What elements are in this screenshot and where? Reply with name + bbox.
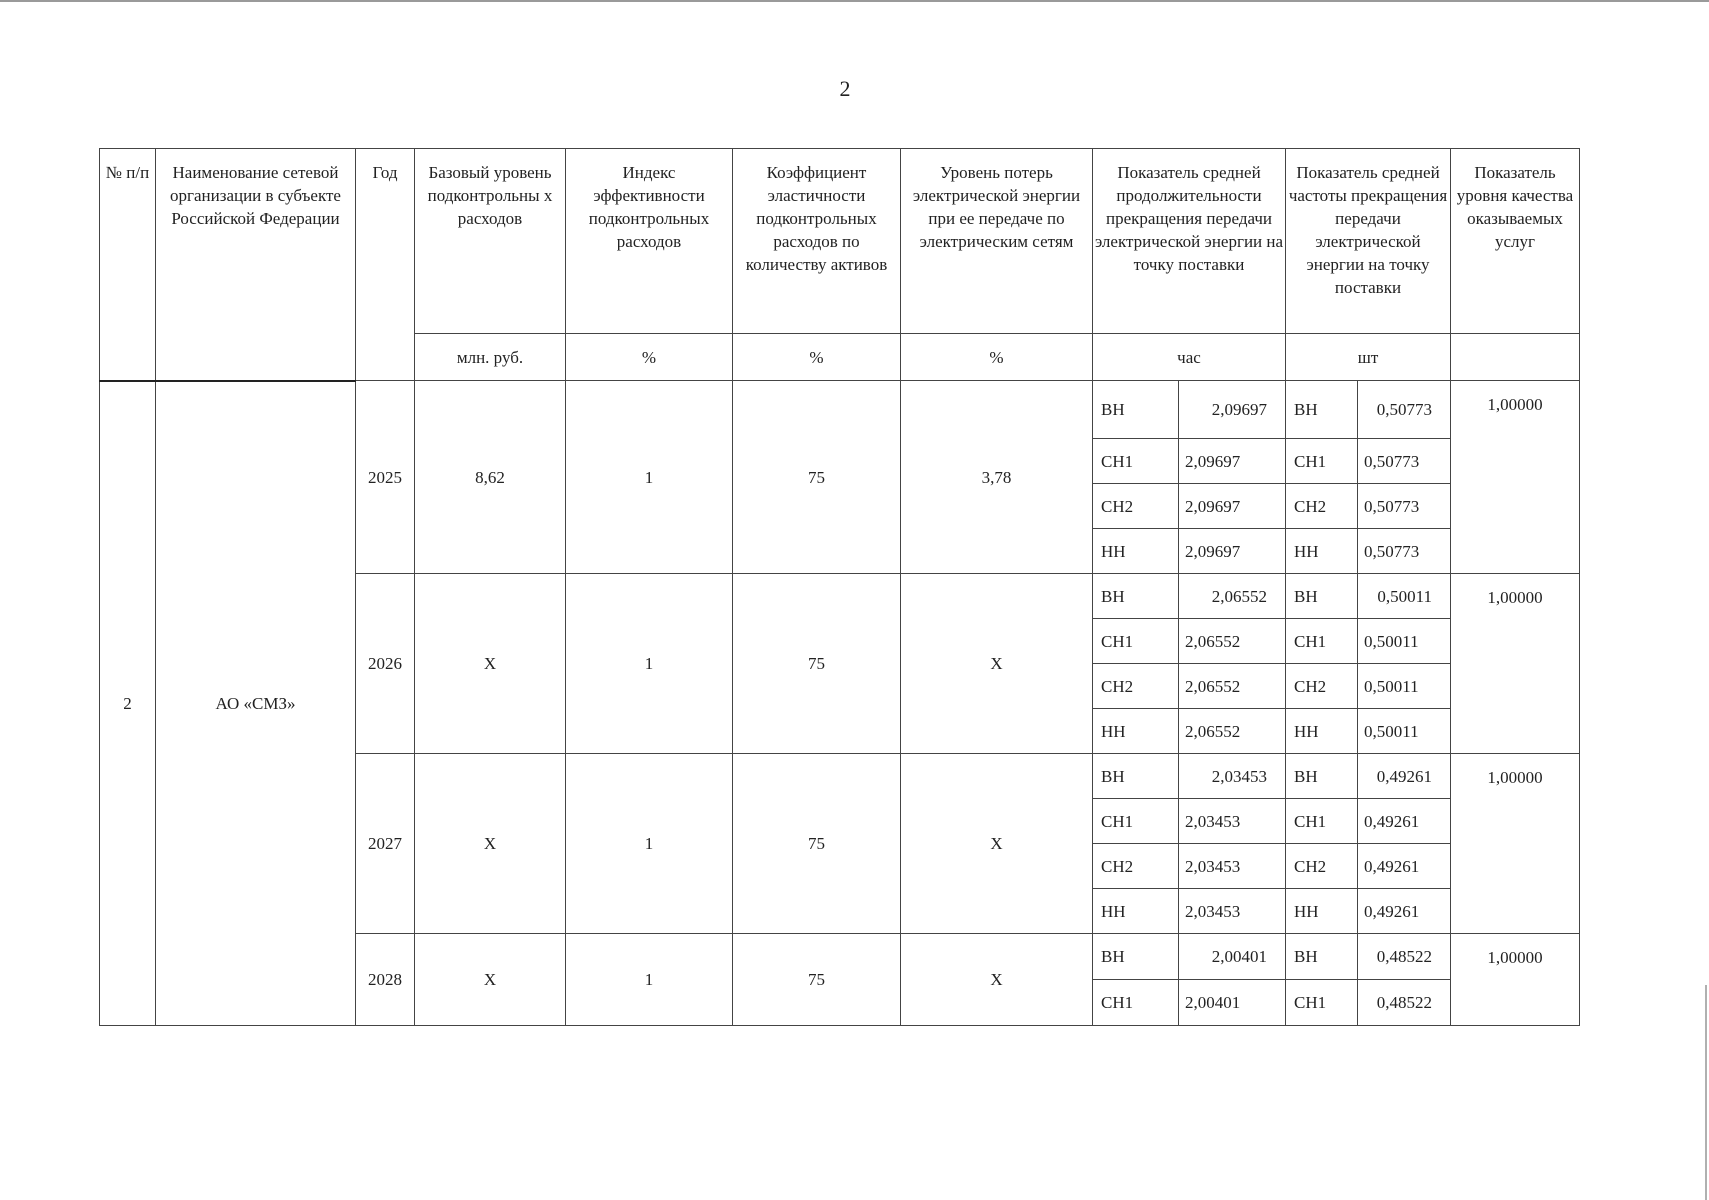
- freq-level: СН2: [1286, 844, 1358, 889]
- base-cell: X: [415, 574, 566, 754]
- dur-value: 2,00401: [1179, 934, 1286, 980]
- freq-value: 0,50773: [1358, 484, 1451, 529]
- quality-cell: 1,00000: [1451, 574, 1580, 754]
- dur-level: СН1: [1093, 619, 1179, 664]
- dur-level: ВН: [1093, 754, 1179, 799]
- unit-loss: %: [901, 334, 1093, 381]
- header-elasticity: Коэффициент эластичности подконтрольных расходов по количеству активов: [733, 149, 901, 334]
- elast-cell: 75: [733, 934, 901, 1026]
- eff-cell: 1: [566, 754, 733, 934]
- freq-level: СН1: [1286, 619, 1358, 664]
- freq-value: 0,50011: [1358, 619, 1451, 664]
- dur-level: НН: [1093, 529, 1179, 574]
- freq-level: ВН: [1286, 574, 1358, 619]
- header-num: № п/п: [100, 149, 156, 381]
- freq-value: 0,50011: [1358, 709, 1451, 754]
- freq-level: СН2: [1286, 664, 1358, 709]
- elast-cell: 75: [733, 574, 901, 754]
- unit-quality: [1451, 334, 1580, 381]
- freq-value: 0,50011: [1358, 664, 1451, 709]
- dur-level: СН2: [1093, 484, 1179, 529]
- unit-base: млн. руб.: [415, 334, 566, 381]
- elast-cell: 75: [733, 754, 901, 934]
- org-num: 2: [100, 381, 156, 1026]
- table-body: [100, 381, 1580, 1026]
- dur-level: СН1: [1093, 439, 1179, 484]
- freq-value: 0,49261: [1358, 844, 1451, 889]
- dur-level: СН1: [1093, 799, 1179, 844]
- header-duration: Показатель средней продолжительности прекращения передачи электрической энергии на точку поставки: [1093, 149, 1286, 334]
- org-name: АО «СМЗ»: [156, 381, 356, 1026]
- dur-level: НН: [1093, 709, 1179, 754]
- freq-value: 0,50773: [1358, 439, 1451, 484]
- header-frequency: Показатель средней частоты прекращения передачи электрической энергии на точку поставки: [1286, 149, 1451, 334]
- header-efficiency-index: Индекс эффективности подконтрольных расходов: [566, 149, 733, 334]
- base-cell: X: [415, 754, 566, 934]
- dur-value: 2,03453: [1179, 889, 1286, 934]
- year-cell: 2025: [356, 381, 415, 574]
- page-number: 2: [839, 76, 851, 101]
- freq-level: НН: [1286, 529, 1358, 574]
- quality-cell: 1,00000: [1451, 934, 1580, 1026]
- page-top-border: [0, 0, 1709, 2]
- elast-cell: 75: [733, 381, 901, 574]
- dur-value: 2,03453: [1179, 799, 1286, 844]
- year-cell: 2028: [356, 934, 415, 1026]
- unit-duration: час: [1093, 334, 1286, 381]
- dur-level: ВН: [1093, 381, 1179, 439]
- base-cell: X: [415, 934, 566, 1026]
- header-base-level: Базовый уровень подконтрольны х расходов: [415, 149, 566, 334]
- dur-value: 2,06552: [1179, 709, 1286, 754]
- header-loss-level: Уровень потерь электрической энергии при ее передаче по электрическим сетям: [901, 149, 1093, 334]
- dur-level: СН1: [1093, 980, 1179, 1026]
- dur-level: СН2: [1093, 664, 1179, 709]
- dur-level: ВН: [1093, 934, 1179, 980]
- year-cell: 2026: [356, 574, 415, 754]
- dur-value: 2,06552: [1179, 619, 1286, 664]
- loss-cell: X: [901, 934, 1093, 1026]
- freq-level: СН1: [1286, 799, 1358, 844]
- eff-cell: 1: [566, 574, 733, 754]
- header-year: Год: [356, 149, 415, 381]
- freq-value: 0,50773: [1358, 529, 1451, 574]
- loss-cell: X: [901, 574, 1093, 754]
- dur-level: ВН: [1093, 574, 1179, 619]
- dur-value: 2,03453: [1179, 844, 1286, 889]
- freq-level: НН: [1286, 889, 1358, 934]
- freq-value: 0,49261: [1358, 889, 1451, 934]
- dur-value: 2,09697: [1179, 439, 1286, 484]
- freq-level: НН: [1286, 709, 1358, 754]
- freq-value: 0,48522: [1358, 934, 1451, 980]
- year-cell: 2027: [356, 754, 415, 934]
- dur-value: 2,09697: [1179, 484, 1286, 529]
- header-org-name: Наименование сетевой организации в субъекте Российской Федерации: [156, 149, 356, 381]
- freq-value: 0,50011: [1358, 574, 1451, 619]
- header-quality: Показатель уровня качества оказываемых услуг: [1451, 149, 1580, 334]
- eff-cell: 1: [566, 381, 733, 574]
- eff-cell: 1: [566, 934, 733, 1026]
- dur-level: НН: [1093, 889, 1179, 934]
- dur-value: 2,03453: [1179, 754, 1286, 799]
- freq-level: ВН: [1286, 381, 1358, 439]
- quality-cell: 1,00000: [1451, 754, 1580, 934]
- dur-value: 2,09697: [1179, 529, 1286, 574]
- dur-value: 2,06552: [1179, 664, 1286, 709]
- freq-level: ВН: [1286, 754, 1358, 799]
- freq-value: 0,50773: [1358, 381, 1451, 439]
- loss-cell: X: [901, 754, 1093, 934]
- dur-value: 2,00401: [1179, 980, 1286, 1026]
- page-right-edge: [1705, 985, 1707, 1200]
- indicators-table: [99, 148, 1580, 1026]
- freq-value: 0,49261: [1358, 799, 1451, 844]
- unit-frequency: шт: [1286, 334, 1451, 381]
- unit-eff: %: [566, 334, 733, 381]
- dur-value: 2,06552: [1179, 574, 1286, 619]
- base-cell: 8,62: [415, 381, 566, 574]
- unit-elast: %: [733, 334, 901, 381]
- table-row: [100, 381, 1580, 439]
- freq-level: ВН: [1286, 934, 1358, 980]
- freq-value: 0,48522: [1358, 980, 1451, 1026]
- loss-cell: 3,78: [901, 381, 1093, 574]
- dur-value: 2,09697: [1179, 381, 1286, 439]
- dur-level: СН2: [1093, 844, 1179, 889]
- freq-value: 0,49261: [1358, 754, 1451, 799]
- freq-level: СН2: [1286, 484, 1358, 529]
- freq-level: СН1: [1286, 439, 1358, 484]
- quality-cell: 1,00000: [1451, 381, 1580, 574]
- freq-level: СН1: [1286, 980, 1358, 1026]
